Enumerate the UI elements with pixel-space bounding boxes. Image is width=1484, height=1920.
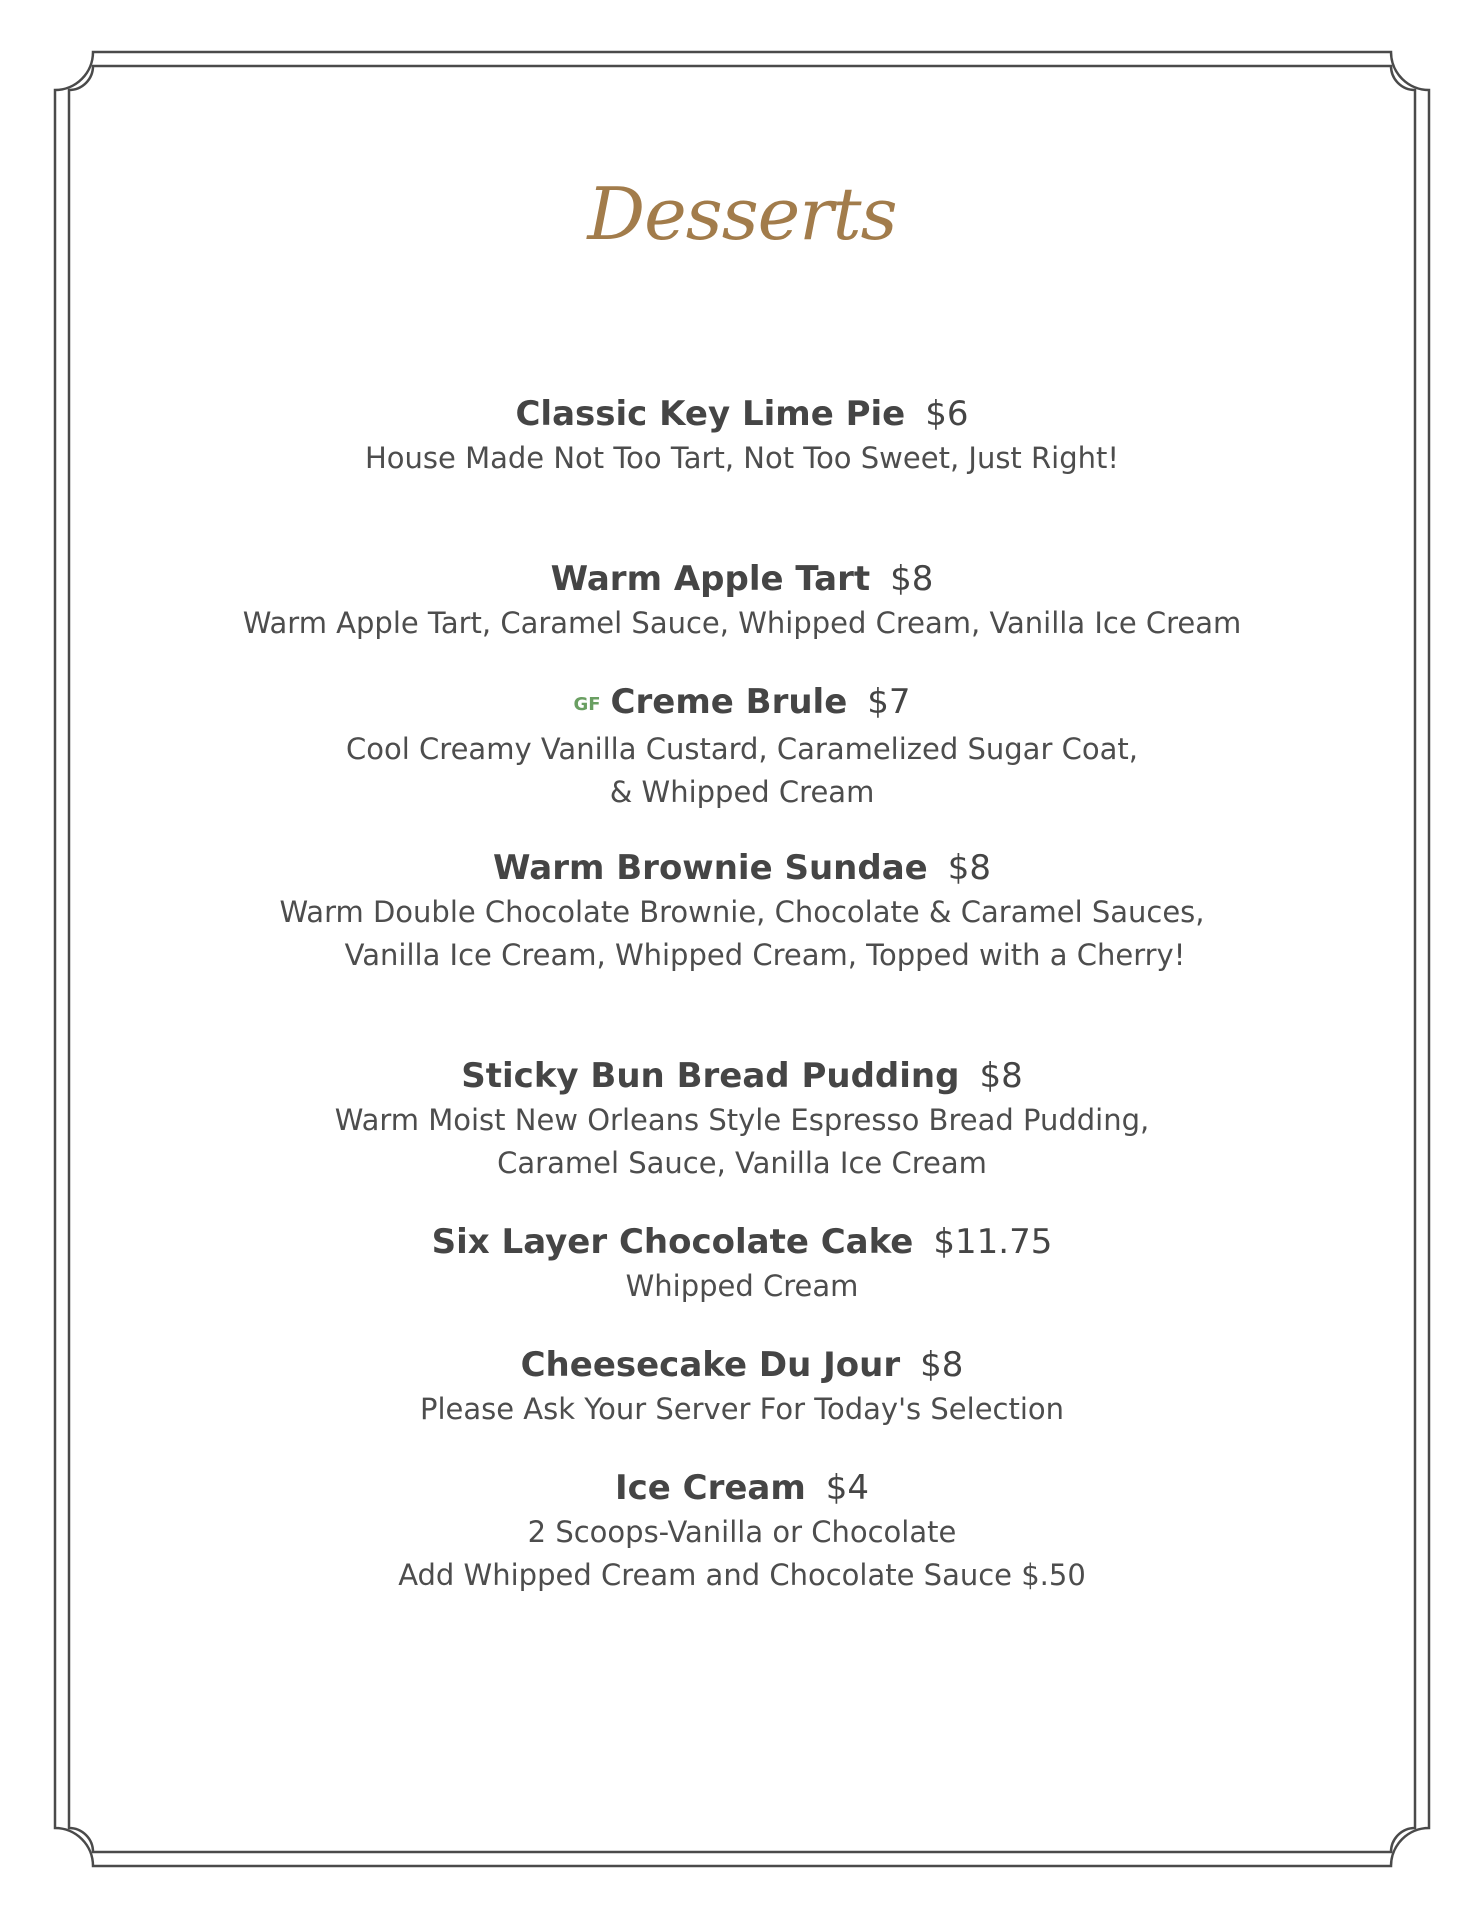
menu-item-price: $8 <box>890 559 934 599</box>
menu-item-heading <box>0 1342 1484 1388</box>
menu-item-price: $4 <box>825 1468 870 1508</box>
menu-item-heading <box>0 845 1484 891</box>
menu-item-price: $11.75 <box>933 1222 1053 1262</box>
menu-item-heading <box>0 1053 1484 1099</box>
menu-item-description: Cool Creamy Vanilla Custard, Caramelized Sugar Coat, <box>346 732 1138 766</box>
menu-item-heading <box>0 391 1484 437</box>
menu-item <box>0 391 1484 480</box>
menu-item <box>0 1219 1484 1308</box>
menu-item <box>0 679 1484 814</box>
menu-item-name: Classic Key Lime Pie <box>515 394 906 434</box>
menu-item-price: $8 <box>920 1345 964 1385</box>
menu-item-name: Cheesecake Du Jour <box>520 1345 901 1385</box>
menu-item-price: $8 <box>947 848 991 888</box>
menu-item-description: Add Whipped Cream and Chocolate Sauce $.50 <box>398 1558 1086 1592</box>
menu-item-heading <box>0 679 1484 728</box>
menu-item-name: Warm Brownie Sundae <box>493 848 928 888</box>
menu-item-name: Six Layer Chocolate Cake <box>431 1222 914 1262</box>
menu-item-heading <box>0 1465 1484 1511</box>
menu-item-name: Ice Cream <box>614 1468 806 1508</box>
menu-item <box>0 556 1484 645</box>
menu-item-description: Warm Apple Tart, Caramel Sauce, Whipped Cream, Vanilla Ice Cream <box>242 606 1242 640</box>
menu-item-description: 2 Scoops-Vanilla or Chocolate <box>527 1515 957 1549</box>
menu-item-price: $7 <box>867 682 911 722</box>
menu-item <box>0 1342 1484 1431</box>
menu-item-heading <box>0 556 1484 602</box>
menu-item-price: $8 <box>979 1056 1023 1096</box>
menu-item-description: Warm Moist New Orleans Style Espresso Bread Pudding, <box>334 1103 1150 1137</box>
menu-item-name: Sticky Bun Bread Pudding <box>461 1056 960 1096</box>
menu-title: Desserts <box>587 172 897 256</box>
menu-item-name: Creme Brule <box>610 682 848 722</box>
menu-item-description: Please Ask Your Server For Today's Selection <box>419 1392 1065 1426</box>
menu-item-price: $6 <box>925 394 969 434</box>
menu-item <box>0 1053 1484 1185</box>
menu-item-description: Caramel Sauce, Vanilla Ice Cream <box>497 1146 987 1180</box>
menu-item-description: & Whipped Cream <box>609 775 875 809</box>
menu-item-description: Whipped Cream <box>625 1269 859 1303</box>
menu-item-name: Warm Apple Tart <box>550 559 871 599</box>
menu-item <box>0 845 1484 977</box>
menu-item <box>0 1465 1484 1597</box>
menu-item-description: Vanilla Ice Cream, Whipped Cream, Topped with a Cherry! <box>344 938 1186 972</box>
menu-item-heading <box>0 1219 1484 1265</box>
menu-item-description: House Made Not Too Tart, Not Too Sweet, Just Right! <box>364 441 1120 475</box>
gluten-free-badge: GF <box>573 694 601 715</box>
menu-item-description: Warm Double Chocolate Brownie, Chocolate & Caramel Sauces, <box>279 895 1205 929</box>
